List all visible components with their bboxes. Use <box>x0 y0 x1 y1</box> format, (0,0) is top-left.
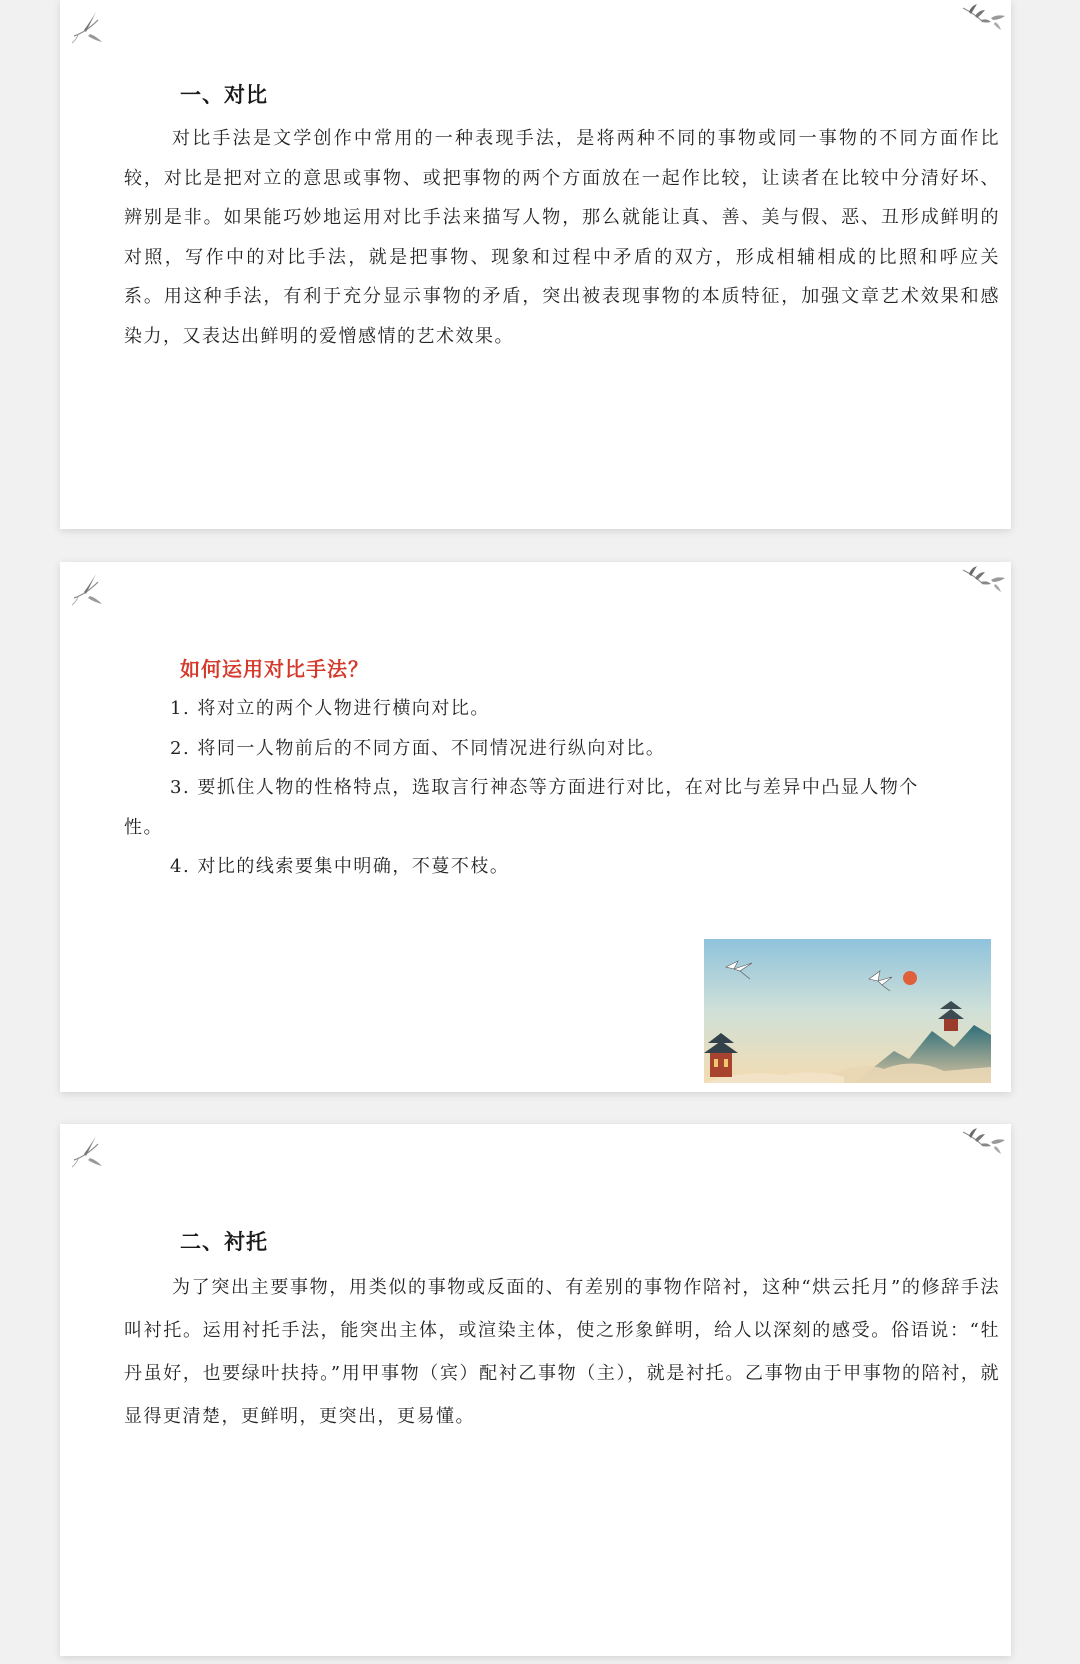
landscape-illustration <box>704 939 991 1083</box>
method-list <box>124 689 954 887</box>
list-item: 4. 对比的线索要集中明确，不蔓不枝。 <box>170 856 510 878</box>
slide-how-to-use-contrast <box>60 562 1011 1092</box>
bamboo-leaves-icon <box>961 4 1007 32</box>
bamboo-leaves-icon <box>961 1128 1007 1156</box>
bamboo-leaves-icon <box>961 566 1007 594</box>
list-item: 2. 将同一人物前后的不同方面、不同情况进行纵向对比。 <box>170 737 666 759</box>
bamboo-leaf-icon <box>68 10 108 46</box>
section-heading-foil: 二、衬托 <box>180 1230 268 1254</box>
question-heading: 如何运用对比手法？ <box>180 657 369 681</box>
sun-icon <box>903 971 917 985</box>
bamboo-leaf-icon <box>68 1134 108 1170</box>
slide-contrast <box>60 0 1011 529</box>
section-heading-contrast: 一、对比 <box>180 83 268 107</box>
list-item: 3. 要抓住人物的性格特点，选取言行神态等方面进行对比，在对比与差异中凸显人物个性。 <box>124 777 919 838</box>
list-item: 1. 将对立的两个人物进行横向对比。 <box>170 698 490 719</box>
slide-foil <box>60 1124 1011 1656</box>
contrast-paragraph: 对比手法是文学创作中常用的一种表现手法，是将两种不同的事物或同一事物的不同方面作比较，对比是把对立的意思或事物、或把事物的两个方面放在一起作比较，让读者在比较中分清好坏、辨别是非。如果能巧妙地运用对比手法来描写人物，那么就能让真、善、美与假、恶、丑形成鲜明的对照，写作中的对比手法，就是把事物、现象和过程中矛盾的双方，形成相辅相成的比照和呼应关系。用这种手法，有利于充分显示事物的矛盾，突出被表现事物的本质特征，加强文章艺术效果和感染力，又表达出鲜明的爱憎感情的艺术效果。 <box>124 128 1000 347</box>
bamboo-leaf-icon <box>68 572 108 608</box>
foil-paragraph: 为了突出主要事物，用类似的事物或反面的、有差别的事物作陪衬，这种“烘云托月”的修辞手法叫衬托。运用衬托手法，能突出主体，或渲染主体，使之形象鲜明，给人以深刻的感受。俗语说：“牡丹虽好，也要绿叶扶持。”用甲事物（宾）配衬乙事物（主），就是衬托。乙事物由于甲事物的陪衬，就显得更清楚，更鲜明，更突出，更易懂。 <box>124 1277 1000 1427</box>
